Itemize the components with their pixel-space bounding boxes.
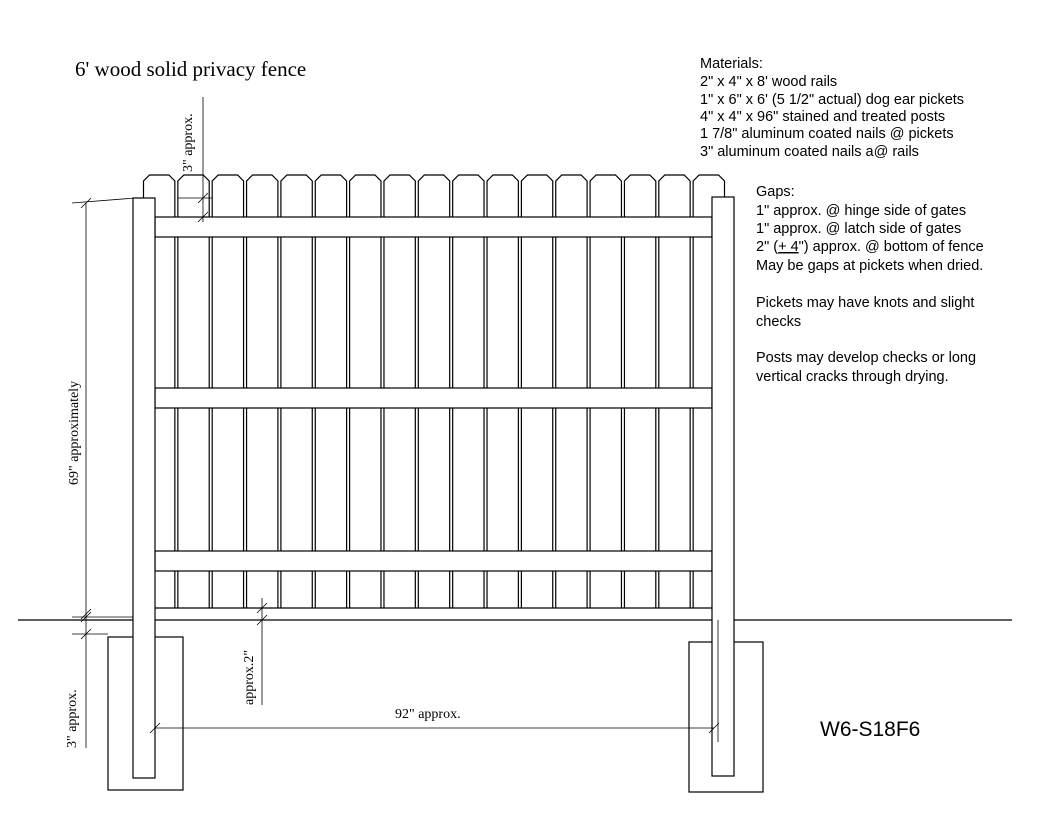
gaps-line bbox=[756, 239, 984, 255]
rails bbox=[155, 217, 712, 608]
span-label: 92" approx. bbox=[395, 707, 461, 722]
materials-heading: Materials: bbox=[700, 56, 763, 72]
gaps-line3-underlined: + 4 bbox=[778, 239, 799, 255]
gaps-line: 1" approx. @ hinge side of gates bbox=[756, 203, 967, 219]
materials-item: 1 7/8" aluminum coated nails @ pickets bbox=[700, 126, 954, 142]
gaps-line3-prefix: 2" ( bbox=[756, 239, 779, 255]
height-label: 69" approximately bbox=[67, 380, 82, 485]
middle-rail bbox=[155, 388, 712, 408]
gaps-line: 1" approx. @ latch side of gates bbox=[756, 221, 962, 237]
gaps-line3-suffix: ") approx. @ bottom of fence bbox=[798, 239, 984, 255]
pickets-note: Pickets may have knots and slight bbox=[756, 295, 975, 311]
bottom-gap-label: approx.2" bbox=[242, 649, 257, 705]
drawing-code: W6-S18F6 bbox=[820, 718, 921, 741]
bottom-gap-dimension bbox=[242, 598, 272, 705]
top-gap-dimension bbox=[178, 97, 212, 222]
top-gap-label: 3" approx. bbox=[181, 113, 196, 172]
post-depth-label: 3" approx. bbox=[65, 689, 80, 748]
drawing-title: 6' wood solid privacy fence bbox=[75, 57, 307, 81]
top-rail bbox=[155, 217, 712, 237]
materials-item: 3" aluminum coated nails a@ rails bbox=[700, 144, 919, 160]
lower-rail bbox=[155, 551, 712, 571]
gaps-line: May be gaps at pickets when dried. bbox=[756, 258, 984, 274]
materials-item: 1" x 6" x 6' (5 1/2" actual) dog ear pickets bbox=[700, 92, 965, 108]
materials-block bbox=[700, 56, 964, 160]
left-post bbox=[133, 198, 155, 778]
posts-note: Posts may develop checks or long bbox=[756, 350, 977, 366]
notes-block bbox=[756, 295, 976, 385]
span-dimension bbox=[150, 707, 719, 733]
right-post bbox=[712, 197, 734, 776]
materials-item: 4" x 4" x 96" stained and treated posts bbox=[700, 109, 946, 125]
height-dimension bbox=[67, 198, 135, 620]
posts-note: vertical cracks through drying. bbox=[756, 369, 949, 385]
pickets-note: checks bbox=[756, 314, 802, 330]
gaps-block bbox=[756, 184, 984, 274]
materials-item: 2" x 4" x 8' wood rails bbox=[700, 74, 838, 90]
gaps-heading: Gaps: bbox=[756, 184, 795, 200]
